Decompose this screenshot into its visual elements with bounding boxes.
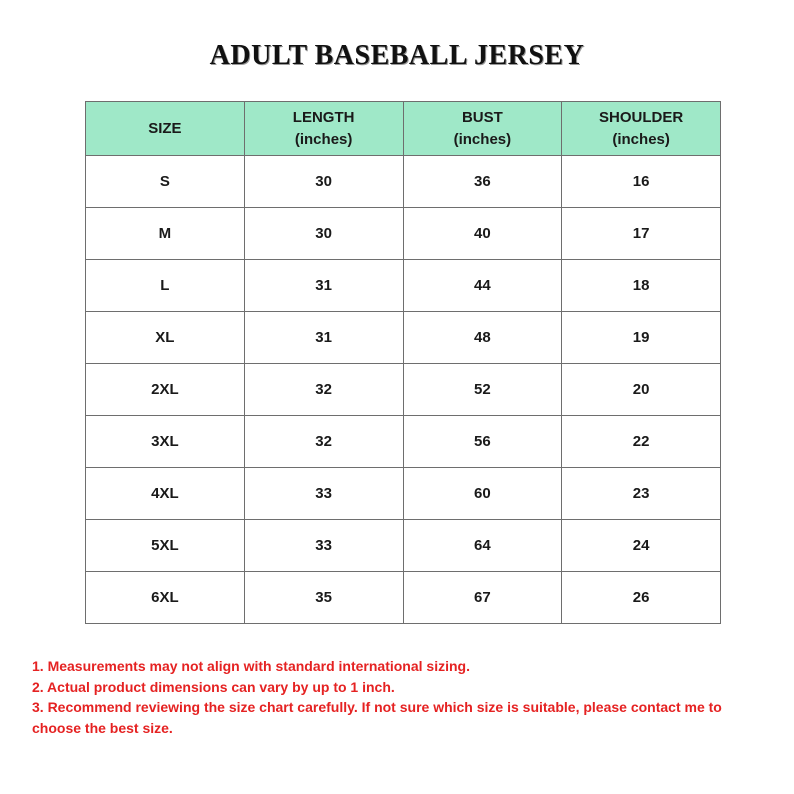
cell-bust: 56	[403, 416, 562, 468]
cell-length: 32	[244, 364, 403, 416]
cell-shoulder: 16	[562, 156, 721, 208]
cell-length: 31	[244, 312, 403, 364]
cell-bust: 44	[403, 260, 562, 312]
cell-shoulder: 24	[562, 520, 721, 572]
note-line-3: 3. Recommend reviewing the size chart carefully. If not sure which size is suitable, please contact me to	[32, 699, 722, 715]
cell-length: 30	[244, 208, 403, 260]
table-row	[86, 156, 721, 208]
table-row	[86, 260, 721, 312]
cell-length: 33	[244, 520, 403, 572]
cell-size: 5XL	[86, 520, 245, 572]
cell-size: 3XL	[86, 416, 245, 468]
note-line-3-continued: choose the best size.	[32, 719, 173, 736]
cell-shoulder: 22	[562, 416, 721, 468]
column-header-length	[244, 102, 403, 156]
cell-bust: 36	[403, 156, 562, 208]
cell-size: 4XL	[86, 468, 245, 520]
cell-size: M	[86, 208, 245, 260]
table-row	[86, 468, 721, 520]
column-header-bust-label: BUST	[461, 108, 503, 126]
table-header	[86, 102, 721, 156]
cell-shoulder: 17	[562, 208, 721, 260]
column-header-size	[86, 102, 245, 156]
cell-shoulder: 26	[562, 572, 721, 624]
column-header-bust	[403, 102, 562, 156]
cell-bust: 40	[403, 208, 562, 260]
column-header-shoulder-unit: (inches)	[612, 130, 670, 148]
cell-shoulder: 19	[562, 312, 721, 364]
cell-length: 30	[244, 156, 403, 208]
cell-bust: 48	[403, 312, 562, 364]
column-header-length-unit: (inches)	[294, 130, 353, 148]
table-header-row	[86, 102, 721, 156]
note-line-1: 1. Measurements may not align with standard international sizing.	[32, 658, 470, 674]
table-row	[86, 416, 721, 468]
cell-bust: 52	[403, 364, 562, 416]
cell-size: L	[86, 260, 245, 312]
size-chart-table	[85, 101, 721, 624]
table-body	[86, 156, 721, 624]
column-header-shoulder-label: SHOULDER	[599, 108, 684, 126]
table-row	[86, 312, 721, 364]
column-header-length-label: LENGTH	[292, 108, 355, 126]
cell-shoulder: 18	[562, 260, 721, 312]
column-header-bust-unit: (inches)	[453, 130, 512, 148]
cell-length: 31	[244, 260, 403, 312]
cell-size: 2XL	[86, 364, 245, 416]
table-row	[86, 572, 721, 624]
table-row	[86, 364, 721, 416]
cell-length: 33	[244, 468, 403, 520]
table-row	[86, 208, 721, 260]
page-title: ADULT BASEBALL JERSEY	[209, 40, 585, 71]
cell-bust: 64	[403, 520, 562, 572]
cell-bust: 60	[403, 468, 562, 520]
cell-size: XL	[86, 312, 245, 364]
note-line-2: 2. Actual product dimensions can vary by up to 1 inch.	[32, 678, 395, 695]
table-row	[86, 520, 721, 572]
cell-size: S	[86, 156, 245, 208]
column-header-size-label: SIZE	[148, 119, 182, 137]
cell-length: 35	[244, 572, 403, 624]
notes-block	[32, 656, 787, 738]
column-header-shoulder	[562, 102, 721, 156]
cell-shoulder: 20	[562, 364, 721, 416]
cell-shoulder: 23	[562, 468, 721, 520]
cell-bust: 67	[403, 572, 562, 624]
cell-size: 6XL	[86, 572, 245, 624]
cell-length: 32	[244, 416, 403, 468]
